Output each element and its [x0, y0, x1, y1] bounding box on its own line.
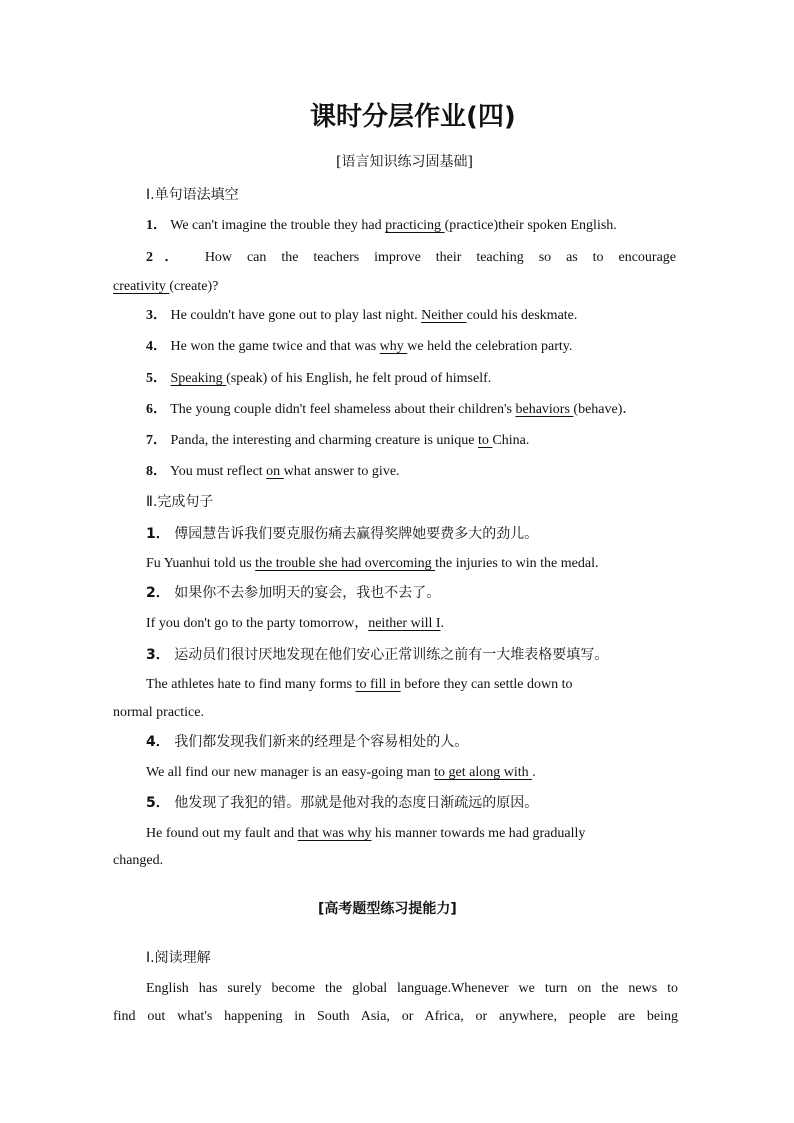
item-text: (create)? — [169, 279, 219, 294]
item-text: He won the game twice and that was — [170, 339, 380, 354]
reading-para-line-2: find out what's happening in South Asia, or Africa, or anywhere, people are being — [113, 1009, 678, 1024]
item-text: We can't imagine the trouble they had — [170, 218, 386, 233]
item-number: 5． — [146, 795, 170, 811]
item-text: could his deskmate. — [466, 308, 578, 323]
s1-item-4 — [146, 337, 572, 357]
item-number: 6． — [146, 402, 167, 417]
section2-heading: Ⅱ.完成句子 — [146, 494, 214, 510]
item-text: . — [440, 616, 445, 631]
s1-item-7 — [146, 431, 529, 451]
item-text: We all find our new manager is an easy-going man — [146, 765, 435, 780]
item-text: his manner towards me had gradually — [371, 826, 586, 841]
s2-item-1-en — [146, 554, 598, 574]
item-text: You must reflect — [169, 464, 267, 479]
s2-item-2-cn — [146, 583, 440, 603]
page-subtitle: [语言知识练习固基础] — [336, 154, 473, 170]
s2-item-1-cn — [146, 524, 538, 544]
chinese-sentence: 傅园慧告诉我们要克服伤痛去赢得奖牌她要费多大的劲儿。 — [174, 526, 539, 542]
item-number: 7． — [146, 433, 167, 448]
item-number: 4． — [146, 734, 170, 750]
item-text: He couldn't have gone out to play last night. — [170, 308, 422, 323]
item-number: 3． — [146, 308, 167, 323]
s1-item-1 — [146, 216, 617, 236]
item-text: (behave)． — [573, 402, 637, 417]
item-text: He found out my fault and — [146, 826, 298, 841]
item-number: 8． — [146, 464, 167, 479]
item-text: we held the celebration party. — [407, 339, 573, 354]
s2-item-4-en — [146, 763, 536, 783]
answer: neither will I — [368, 616, 441, 631]
answer: practicing — [385, 218, 445, 233]
item-text: China. — [492, 433, 530, 448]
answer: to get along with — [434, 765, 533, 780]
item-text: Fu Yuanhui told us — [146, 556, 256, 571]
item-number: 1． — [146, 218, 167, 233]
s1-item-8 — [146, 462, 400, 482]
section3-heading: Ⅰ.阅读理解 — [146, 950, 211, 966]
item-number: 3． — [146, 647, 170, 663]
item-text: what answer to give. — [283, 464, 400, 479]
s2-item-2-en — [146, 614, 444, 634]
reading-para-line-1: English has surely become the global language.Whenever we turn on the news to — [146, 981, 678, 996]
item-number: 1． — [146, 526, 170, 542]
chinese-sentence: 我们都发现我们新来的经理是个容易相处的人。 — [174, 734, 469, 750]
answer: to — [478, 433, 493, 448]
chinese-sentence: 他发现了我犯的错。那就是他对我的态度日渐疏远的原因。 — [174, 795, 539, 811]
item-text: The athletes hate to find many forms — [146, 677, 356, 692]
answer: on — [266, 464, 284, 479]
answer: Speaking — [170, 371, 227, 386]
s1-item-5 — [146, 369, 491, 389]
item-text: (practice)their spoken English. — [444, 218, 617, 233]
answer: Neither — [421, 308, 467, 323]
s1-item-6 — [146, 400, 636, 420]
answer: behaviors — [515, 402, 574, 417]
item-text: If you don't go to the party tomorrow， — [146, 616, 369, 631]
s2-item-5-cn — [146, 793, 538, 813]
s2-item-5-cont: changed. — [113, 853, 164, 868]
item-text: How can the teachers improve their teaching so as to encourage — [204, 250, 677, 265]
s2-item-3-en — [146, 675, 573, 695]
item-number: 2． — [146, 585, 170, 601]
item-text: The young couple didn't feel shameless about their children's — [170, 402, 516, 417]
s2-item-5-en — [146, 824, 585, 844]
chinese-sentence: 如果你不去参加明天的宴会，我也不去了。 — [174, 585, 441, 601]
page-title: 课时分层作业(四) — [310, 102, 516, 132]
item-text: before they can settle down to — [400, 677, 573, 692]
section3-title: [高考题型练习提能力] — [318, 901, 457, 917]
chinese-sentence: 运动员们很讨厌地发现在他们安心正常训练之前有一大堆表格要填写。 — [174, 647, 609, 663]
item-number: 2． — [146, 250, 190, 265]
s1-item-2-cont — [113, 277, 218, 297]
answer: the trouble she had overcoming — [255, 556, 436, 571]
item-text: (speak) of his English, he felt proud of himself. — [226, 371, 492, 386]
answer: to fill in — [355, 677, 401, 692]
section1-heading: Ⅰ.单句语法填空 — [146, 187, 239, 203]
item-text: Panda, the interesting and charming creature is unique — [170, 433, 479, 448]
s1-item-2 — [146, 248, 676, 268]
item-text: the injuries to win the medal. — [435, 556, 599, 571]
s1-item-3 — [146, 306, 577, 326]
item-number: 5． — [146, 371, 167, 386]
item-number: 4． — [146, 339, 167, 354]
s2-item-4-cn — [146, 732, 468, 752]
answer: why — [379, 339, 408, 354]
answer: that was why — [297, 826, 372, 841]
item-text: . — [532, 765, 536, 780]
s2-item-3-cont: normal practice. — [113, 705, 204, 720]
s2-item-3-cn — [146, 645, 608, 665]
answer: creativity — [113, 279, 170, 294]
